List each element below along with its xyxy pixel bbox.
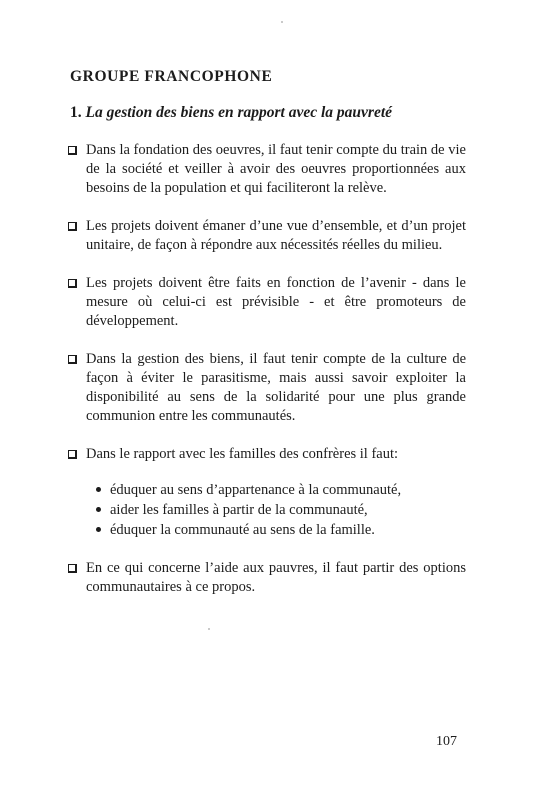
list-item-text: Dans le rapport avec les familles des confrères il faut: xyxy=(86,446,399,462)
sub-list-item xyxy=(96,500,466,520)
checkbox-icon xyxy=(68,450,77,459)
list-item-text: Dans la fondation des oeuvres, il faut tenir compte du train de vie de la société et veiller à avoir des oeuvres proportionnées aux besoins de la population et qui faciliteront la relève. xyxy=(86,142,466,196)
checkbox-icon xyxy=(68,279,77,288)
list-item-text: Les projets doivent émaner d’une vue d’ensemble, et d’un projet unitaire, de façon à répondre aux nécessités réelles du milieu. xyxy=(86,218,466,253)
list-item xyxy=(68,274,466,331)
scan-speck xyxy=(208,628,210,630)
recommendation-list xyxy=(68,141,466,616)
checkbox-icon xyxy=(68,564,77,573)
bullet-icon xyxy=(96,487,101,492)
bullet-icon xyxy=(96,527,101,532)
list-item xyxy=(68,141,466,198)
section-number: 1. xyxy=(70,104,82,121)
scan-speck xyxy=(281,21,283,23)
page-number: 107 xyxy=(436,734,457,749)
list-item xyxy=(68,559,466,597)
sub-list-item-text: aider les familles à partir de la communauté, xyxy=(110,502,368,518)
list-item-text: Dans la gestion des biens, il faut tenir compte de la culture de façon à éviter le parasitisme, mais aussi savoir exploiter la disponibilité au sens de la solidarité pour une plus grande communion entre les communautés. xyxy=(86,351,466,424)
sub-list-item-text: éduquer au sens d’appartenance à la communauté, xyxy=(110,482,402,498)
sub-list-item-text: éduquer la communauté au sens de la famille. xyxy=(110,522,375,538)
checkbox-icon xyxy=(68,222,77,231)
sub-list xyxy=(86,480,466,540)
sub-list-item xyxy=(96,520,466,540)
list-item xyxy=(68,445,466,540)
list-item xyxy=(68,350,466,426)
bullet-icon xyxy=(96,507,101,512)
section-title xyxy=(70,104,392,122)
checkbox-icon xyxy=(68,355,77,364)
document-heading: GROUPE FRANCOPHONE xyxy=(70,68,273,85)
checkbox-icon xyxy=(68,146,77,155)
section-title-text: La gestion des biens en rapport avec la pauvreté xyxy=(85,104,393,121)
sub-list-item xyxy=(96,480,466,500)
list-item-text: En ce qui concerne l’aide aux pauvres, il faut partir des options communautaires à ce propos. xyxy=(86,560,466,595)
list-item-text: Les projets doivent être faits en fonction de l’avenir - dans le mesure où celui-ci est prévisible - et être promoteurs de développement. xyxy=(86,275,466,329)
list-item xyxy=(68,217,466,255)
